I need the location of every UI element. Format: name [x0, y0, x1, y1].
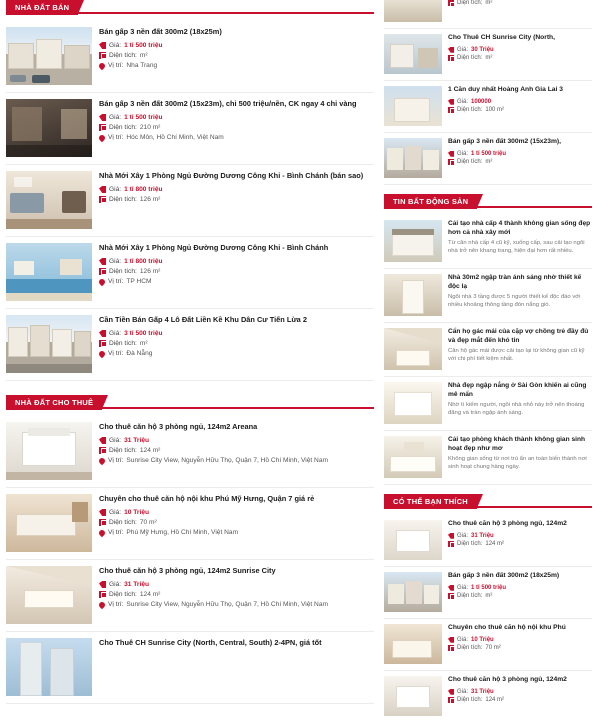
- location-label: Vị trí:: [108, 277, 124, 285]
- listing-area-row: [99, 52, 374, 59]
- sidebar-price-row: [448, 585, 592, 591]
- sidebar-listing-row[interactable]: [384, 671, 592, 722]
- area-label: Diện tích:: [109, 195, 137, 203]
- area-value: 124 m²: [485, 696, 505, 703]
- listing-thumbnail[interactable]: [6, 243, 92, 301]
- listing-row[interactable]: [6, 165, 374, 237]
- listing-info: [99, 315, 374, 373]
- sidebar-listing-info: [448, 138, 592, 178]
- listing-title[interactable]: Cho thuê căn hộ 3 phòng ngủ, 124m2 Sunrise City: [99, 566, 276, 575]
- listing-price-row: [99, 437, 374, 444]
- sidebar-area-row: [448, 697, 592, 703]
- price-label: Giá:: [457, 98, 469, 105]
- location-label: Vị trí:: [108, 456, 124, 464]
- listing-thumbnail[interactable]: [6, 422, 92, 480]
- listing-info: [99, 494, 374, 552]
- price-value: 31 Triệu: [471, 688, 494, 695]
- sidebar-price-row: [448, 99, 592, 105]
- location-label: Vị trí:: [108, 61, 124, 69]
- area-icon: [99, 196, 106, 203]
- sidebar-listing-row[interactable]: [384, 619, 592, 671]
- news-thumbnail[interactable]: [384, 328, 442, 370]
- location-value: Sunrise City View, Nguyễn Hữu Thọ, Quận 7, Hồ Chí Minh, Việt Nam: [126, 600, 328, 608]
- price-label: Giá:: [109, 436, 122, 444]
- listing-row[interactable]: [6, 488, 374, 560]
- map-pin-icon: [98, 601, 106, 609]
- area-value: m²: [485, 54, 493, 61]
- area-label: Diện tích:: [109, 446, 137, 454]
- listing-info: [99, 243, 374, 301]
- area-icon: [99, 268, 106, 275]
- area-icon: [448, 159, 454, 165]
- listing-info: [99, 566, 374, 624]
- news-body: [448, 274, 592, 316]
- price-tag-icon: [99, 114, 106, 121]
- area-label: Diện tích:: [109, 51, 137, 59]
- sidebar-listing-info: [448, 0, 592, 22]
- sidebar-thumbnail[interactable]: [384, 138, 442, 178]
- area-label: Diện tích:: [109, 339, 137, 347]
- area-icon: [448, 55, 454, 61]
- listing-price-row: [99, 258, 374, 265]
- location-value: Đà Nẵng: [126, 349, 153, 357]
- price-value: 3 tỉ 500 triệu: [124, 329, 163, 337]
- news-title[interactable]: Cẩn họ gác mái của cặp vợ chồng trẻ đầy đủ và đẹp mắt đến khó tin: [448, 328, 589, 344]
- price-tag-icon: [448, 99, 454, 105]
- price-value: 1 tỉ 500 triệu: [124, 113, 163, 121]
- news-row[interactable]: [384, 215, 592, 269]
- sidebar-listing-row[interactable]: [384, 0, 592, 29]
- listing-thumbnail[interactable]: [6, 566, 92, 624]
- sidebar-listing-info: [448, 676, 592, 716]
- price-label: Giá:: [109, 580, 122, 588]
- listing-thumbnail[interactable]: [6, 494, 92, 552]
- area-value: 124 m²: [139, 446, 161, 454]
- area-icon: [99, 519, 106, 526]
- news-body: [448, 328, 592, 370]
- area-value: 126 m²: [139, 195, 161, 203]
- listing-info: [99, 638, 374, 696]
- location-label: Vị trí:: [108, 349, 124, 357]
- sidebar-price-row: [448, 0, 592, 6]
- area-value: 124 m²: [139, 590, 161, 598]
- sidebar-listing-title[interactable]: Cho thuê căn hộ 3 phòng ngủ, 124m2: [448, 676, 567, 683]
- sidebar-listing-row[interactable]: [384, 133, 592, 185]
- listing-location-row: [99, 350, 374, 357]
- sidebar-thumbnail[interactable]: [384, 520, 442, 560]
- price-tag-icon: [99, 581, 106, 588]
- section-header-maybe: [384, 494, 592, 509]
- section-title-rent: NHÀ ĐẤT CHO THUÊ: [6, 395, 102, 410]
- sidebar-listing-info: [448, 624, 592, 664]
- location-value: Nha Trang: [126, 61, 158, 69]
- price-label: Giá:: [109, 41, 122, 49]
- listing-info: [99, 27, 374, 85]
- sidebar-price-row: [448, 533, 592, 539]
- listing-price-row: [99, 330, 374, 337]
- news-title[interactable]: Nhà 30m2 ngập tràn ánh sáng nhờ thiết kế độc lạ: [448, 274, 582, 290]
- area-label: Diện tích:: [457, 158, 483, 165]
- location-label: Vị trí:: [108, 133, 124, 141]
- listing-row[interactable]: [6, 309, 374, 381]
- location-label: Vị trí:: [108, 528, 124, 536]
- listing-thumbnail[interactable]: [6, 27, 92, 85]
- sidebar-listing-title[interactable]: Cho thuê căn hộ 3 phòng ngủ, 124m2: [448, 520, 567, 527]
- price-tag-icon: [448, 689, 454, 695]
- sidebar-area-row: [448, 55, 592, 61]
- price-label: Giá:: [109, 113, 122, 121]
- news-row[interactable]: [384, 431, 592, 485]
- news-row[interactable]: [384, 269, 592, 323]
- map-pin-icon: [98, 62, 106, 70]
- price-value: 31 Triệu: [124, 436, 150, 444]
- sidebar-listing-row[interactable]: [384, 81, 592, 133]
- area-icon: [448, 697, 454, 703]
- area-value: 126 m²: [139, 267, 161, 275]
- price-value: 100000: [471, 98, 492, 105]
- area-label: Diện tích:: [109, 267, 137, 275]
- news-description: Ngôi nhà 3 tầng được 5 người thiết kế độc đáo với nhiều khoảng thông tầng đón nắng gió.: [448, 294, 581, 309]
- area-label: Diện tích:: [109, 518, 137, 526]
- news-row[interactable]: [384, 323, 592, 377]
- price-tag-icon: [99, 42, 106, 49]
- price-value: 1 tỉ 800 triệu: [124, 185, 163, 193]
- news-thumbnail[interactable]: [384, 274, 442, 316]
- area-value: m²: [485, 158, 493, 165]
- news-row[interactable]: [384, 377, 592, 431]
- location-label: Vị trí:: [108, 600, 124, 608]
- sidebar-listing-row[interactable]: [384, 567, 592, 619]
- area-label: Diện tích:: [457, 0, 483, 6]
- sidebar-thumbnail[interactable]: [384, 572, 442, 612]
- sidebar-area-row: [448, 159, 592, 165]
- sidebar-listing-info: [448, 86, 592, 126]
- area-icon: [99, 124, 106, 131]
- area-value: m²: [485, 592, 493, 599]
- price-value: 1 tỉ 500 triệu: [471, 584, 507, 591]
- price-tag-icon: [99, 509, 106, 516]
- news-title[interactable]: Cải tạo nhà cấp 4 thành không gian sống đẹp hơn cả nhà xây mới: [448, 220, 591, 236]
- news-thumbnail[interactable]: [384, 436, 442, 478]
- sidebar-listing-title[interactable]: Bán gấp 3 nền đất 300m2 (15x23m),: [448, 138, 561, 145]
- area-label: Diện tích:: [457, 696, 483, 703]
- sidebar-listing-title[interactable]: Bán gấp 3 nền đất 300m2 (18x25m): [448, 572, 560, 579]
- section-header-news: [384, 194, 592, 209]
- listing-location-row: [99, 529, 374, 536]
- listing-area-row: [99, 519, 374, 526]
- area-value: m²: [139, 51, 148, 59]
- price-value: 10 Triệu: [124, 508, 150, 516]
- listing-location-row: [99, 457, 374, 464]
- listing-title[interactable]: Bán gấp 3 nền đất 300m2 (15x23m), chỉ 500 triệu/nền, CK ngay 4 chỉ vàng: [99, 99, 357, 108]
- price-label: Giá:: [109, 185, 122, 193]
- price-value: 1 tỉ 500 triệu: [471, 150, 507, 157]
- sidebar-price-row: [448, 151, 592, 157]
- listing-location-row: [99, 601, 374, 608]
- news-thumbnail[interactable]: [384, 220, 442, 262]
- location-value: Phú Mỹ Hưng, Hồ Chí Minh, Việt Nam: [126, 528, 239, 536]
- price-value: 10 Triệu: [471, 636, 494, 643]
- price-tag-icon: [448, 637, 454, 643]
- listing-area-row: [99, 196, 374, 203]
- listing-location-row: [99, 278, 374, 285]
- price-label: Giá:: [109, 508, 122, 516]
- listing-info: [99, 422, 374, 480]
- price-tag-icon: [99, 437, 106, 444]
- location-value: Sunrise City View, Nguyễn Hữu Thọ, Quận 7, Hồ Chí Minh, Việt Nam: [126, 456, 328, 464]
- price-value: 31 Triệu: [471, 532, 494, 539]
- area-icon: [448, 107, 454, 113]
- price-label: Giá:: [457, 46, 469, 53]
- listing-title[interactable]: Cho Thuê CH Sunrise City (North, Central, South) 2-4PN, giá tốt: [99, 638, 322, 647]
- listing-row[interactable]: [6, 237, 374, 309]
- sidebar-price-row: [448, 47, 592, 53]
- map-pin-icon: [98, 457, 106, 465]
- price-label: Giá:: [457, 584, 469, 591]
- price-label: Giá:: [457, 532, 469, 539]
- listing-title[interactable]: Cho thuê căn hộ 3 phòng ngủ, 124m2 Areana: [99, 422, 258, 431]
- listing-row[interactable]: [6, 93, 374, 165]
- sidebar-column: [380, 0, 600, 703]
- price-tag-icon: [448, 151, 454, 157]
- map-pin-icon: [98, 278, 106, 286]
- area-icon: [448, 541, 454, 547]
- listing-title[interactable]: Nhà Mới Xây 1 Phòng Ngủ Đường Dương Công Khi - Bình Chánh: [99, 243, 329, 252]
- sidebar-area-row: [448, 645, 592, 651]
- price-tag-icon: [448, 533, 454, 539]
- listing-title[interactable]: Cần Tiền Bán Gấp 4 Lô Đất Liền Kề Khu Dân Cư Tiến Lừa 2: [99, 315, 307, 324]
- area-label: Diện tích:: [109, 590, 137, 598]
- area-icon: [99, 447, 106, 454]
- area-label: Diện tích:: [457, 106, 483, 113]
- area-value: 70 m²: [485, 644, 501, 651]
- news-title[interactable]: Cải tạo phòng khách thành không gian sinh hoạt đẹp như mơ: [448, 436, 586, 452]
- area-value: 210 m²: [139, 123, 161, 131]
- area-icon: [99, 591, 106, 598]
- listing-info: [99, 99, 374, 157]
- sidebar-listing-info: [448, 520, 592, 560]
- sidebar-listing-row[interactable]: [384, 515, 592, 567]
- area-icon: [448, 593, 454, 599]
- listing-price-row: [99, 581, 374, 588]
- news-title[interactable]: Nhà đẹp ngập nắng ở Sài Gòn khiến ai cũng mê mẩn: [448, 382, 587, 398]
- area-icon: [99, 340, 106, 347]
- listing-title[interactable]: Bán gấp 3 nền đất 300m2 (18x25m): [99, 27, 222, 36]
- sidebar-thumbnail[interactable]: [384, 624, 442, 664]
- price-tag-icon: [448, 585, 454, 591]
- sidebar-listing-info: [448, 572, 592, 612]
- sidebar-listing-title[interactable]: 1 Căn duy nhất Hoàng Anh Gia Lai 3: [448, 86, 563, 93]
- listing-thumbnail[interactable]: [6, 638, 92, 696]
- area-value: m²: [139, 339, 148, 347]
- listing-row[interactable]: [6, 21, 374, 93]
- listing-location-row: [99, 134, 374, 141]
- listing-thumbnail[interactable]: [6, 99, 92, 157]
- news-body: [448, 436, 592, 478]
- listing-title[interactable]: Chuyên cho thuê căn hộ nội khu Phú Mỹ Hưng, Quận 7 giá rẻ: [99, 494, 315, 503]
- section-title-news: TIN BẤT ĐỘNG SẢN: [384, 194, 477, 209]
- section-title-sale: NHÀ ĐẤT BÁN: [6, 0, 78, 15]
- listing-area-row: [99, 340, 374, 347]
- listing-area-row: [99, 268, 374, 275]
- location-value: TP HCM: [126, 277, 152, 285]
- news-thumbnail[interactable]: [384, 382, 442, 424]
- listing-info: [99, 171, 374, 229]
- listing-title[interactable]: Nhà Mới Xây 1 Phòng Ngủ Đường Dương Công Khi - Bình Chánh (bán sao): [99, 171, 364, 180]
- listing-thumbnail[interactable]: [6, 171, 92, 229]
- sidebar-thumbnail[interactable]: [384, 0, 442, 22]
- sidebar-price-row: [448, 637, 592, 643]
- sidebar-area-row: [448, 107, 592, 113]
- area-icon: [448, 0, 454, 6]
- area-label: Diện tích:: [457, 54, 483, 61]
- area-icon: [448, 645, 454, 651]
- sidebar-listing-info: [448, 34, 592, 74]
- news-body: [448, 220, 592, 262]
- listing-area-row: [99, 447, 374, 454]
- listing-price-row: [99, 114, 374, 121]
- map-pin-icon: [98, 134, 106, 142]
- area-value: 70 m²: [139, 518, 157, 526]
- area-value: 100 m²: [485, 106, 505, 113]
- listing-thumbnail[interactable]: [6, 315, 92, 373]
- sidebar-thumbnail[interactable]: [384, 34, 442, 74]
- map-pin-icon: [98, 350, 106, 358]
- price-tag-icon: [99, 186, 106, 193]
- area-label: Diện tích:: [457, 592, 483, 599]
- listing-price-row: [99, 186, 374, 193]
- section-header-sale: [6, 0, 374, 15]
- listing-row[interactable]: [6, 632, 374, 704]
- price-label: Giá:: [457, 636, 469, 643]
- news-description: Không gian sống từ nơi trú ẩn an toàn biến thành nơi sinh hoạt chung hàng ngày.: [448, 456, 587, 471]
- area-label: Diện tích:: [457, 540, 483, 547]
- listing-row[interactable]: [6, 560, 374, 632]
- listing-area-row: [99, 591, 374, 598]
- price-value: 31 Triệu: [124, 580, 150, 588]
- area-value: m²: [485, 0, 493, 6]
- sidebar-price-row: [448, 689, 592, 695]
- news-description: Từ căn nhà cấp 4 cũ kỹ, xuống cấp, sau cải tạo ngôi nhà trở nên khang trang, hiện đại hơn rất nhiều.: [448, 240, 585, 255]
- sidebar-listing-title[interactable]: Chuyên cho thuê căn hộ nội khu Phú: [448, 624, 566, 631]
- listing-price-row: [99, 42, 374, 49]
- area-label: Diện tích:: [109, 123, 137, 131]
- listing-area-row: [99, 124, 374, 131]
- price-value: 1 tỉ 500 triệu: [124, 41, 163, 49]
- sidebar-thumbnail[interactable]: [384, 86, 442, 126]
- price-tag-icon: [99, 258, 106, 265]
- price-label: Giá:: [109, 257, 122, 265]
- map-pin-icon: [98, 529, 106, 537]
- section-title-maybe: CÓ THỂ BẠN THÍCH: [384, 494, 477, 509]
- listing-row[interactable]: [6, 416, 374, 488]
- price-label: Giá:: [457, 688, 469, 695]
- price-label: Giá:: [109, 329, 122, 337]
- news-body: [448, 382, 592, 424]
- price-tag-icon: [99, 330, 106, 337]
- news-description: Nhờ tì kiếm người, ngôi nhà nhỏ này trở nên thoáng đãng và tràn ngập ánh sáng.: [448, 402, 585, 417]
- sidebar-thumbnail[interactable]: [384, 676, 442, 716]
- price-tag-icon: [448, 47, 454, 53]
- price-label: Giá:: [457, 150, 469, 157]
- area-icon: [99, 52, 106, 59]
- sidebar-listing-row[interactable]: [384, 29, 592, 81]
- listing-location-row: [99, 62, 374, 69]
- location-value: Hóc Môn, Hồ Chí Minh, Việt Nam: [126, 133, 224, 141]
- area-value: 124 m²: [485, 540, 505, 547]
- news-description: Căn hộ gác mái được cải tạo lại từ không gian cũ kỹ với chi phí tiết kiệm nhất.: [448, 348, 585, 363]
- sidebar-area-row: [448, 593, 592, 599]
- sidebar-listing-title[interactable]: Cho Thuê CH Sunrise City (North,: [448, 34, 555, 41]
- section-header-rent: [6, 395, 374, 410]
- area-label: Diện tích:: [457, 644, 483, 651]
- price-value: 30 Triệu: [471, 46, 494, 53]
- sidebar-area-row: [448, 541, 592, 547]
- price-value: 1 tỉ 800 triệu: [124, 257, 163, 265]
- listing-price-row: [99, 509, 374, 516]
